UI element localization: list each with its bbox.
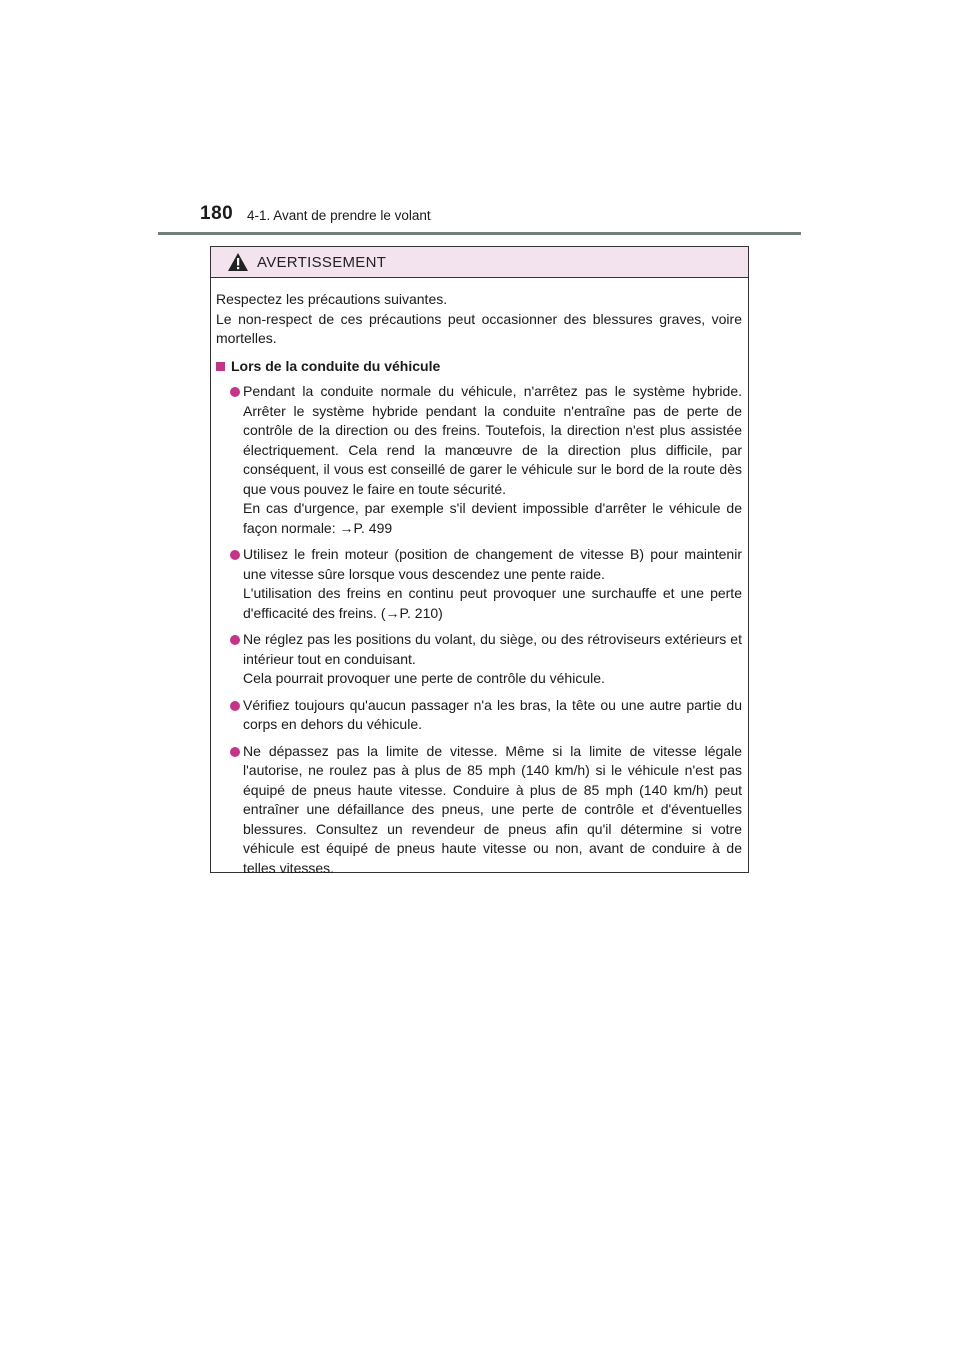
warning-header [211, 247, 748, 278]
list-item [216, 742, 742, 879]
bullet-extra-text: En cas d'urgence, par exemple s'il devient impossible d'arrêter le véhicule de façon normale: →P. 499 [243, 500, 742, 536]
intro-line-2: Le non-respect de ces précautions peut occasionner des blessures graves, voire mortelles. [216, 310, 742, 346]
intro-text [216, 290, 742, 349]
subsection-title: Lors de la conduite du véhicule [231, 357, 441, 374]
bullet-dot-icon [230, 387, 240, 397]
bullet-dot-icon [230, 747, 240, 757]
warning-title: AVERTISSEMENT [257, 253, 387, 271]
bullet-dot-icon [230, 701, 240, 711]
list-item [216, 545, 742, 623]
warning-box [210, 246, 749, 876]
bullet-dot-icon [230, 550, 240, 560]
list-item [216, 696, 742, 735]
header-rule [158, 232, 801, 235]
bullet-dot-icon [230, 635, 240, 645]
bullet-text: Ne dépassez pas la limite de vitesse. Même si la limite de vitesse légale l'autorise, ne roulez pas à plus de 85 mph (140 km/h) si le véhicule n'est pas équipé de pneus haute vitesse. Conduire à plus de 85 mph (140 km/h) peut entraîner une défaillance des pneus, une perte de contrôle et d'éventuelles blessures. Consultez un revendeur de pneus afin qu'il détermine si votre véhicule est équipé de pneus haute vitesse ou non, avant de conduire à de telles vitesses. [243, 742, 742, 876]
page-number: 180 [200, 203, 234, 224]
list-item [216, 382, 742, 538]
warning-triangle-icon [227, 252, 249, 272]
warning-body [211, 278, 748, 878]
section-title: 4-1. Avant de prendre le volant [247, 208, 431, 223]
subsection-heading [216, 357, 742, 377]
list-item [216, 630, 742, 689]
bullet-text: Ne réglez pas les positions du volant, du siège, ou des rétroviseurs extérieurs et intérieur tout en conduisant. [243, 631, 742, 667]
bullet-text: Pendant la conduite normale du véhicule, n'arrêtez pas le système hybride. Arrêter le système hybride pendant la conduite n'entraîne pas de perte de contrôle de la direction ou des freins. Toutefois, la direction n'est plus assistée électriquement. Cela rend la manœuvre de la direction plus difficile, par conséquent, il vous est conseillé de garer le véhicule sur le bord de la route dès que vous pouvez le faire en toute sécurité. [243, 383, 742, 497]
bullet-extra-text: Cela pourrait provoquer une perte de contrôle du véhicule. [243, 670, 605, 686]
bullet-text: Vérifiez toujours qu'aucun passager n'a les bras, la tête ou une autre partie du corps en dehors du véhicule. [243, 696, 742, 732]
intro-line-1: Respectez les précautions suivantes. [216, 291, 448, 307]
bullet-extra-text: L'utilisation des freins en continu peut provoquer une surchauffe et une perte d'efficacité des freins. (→P. 210) [243, 585, 742, 621]
bullet-text: Utilisez le frein moteur (position de changement de vitesse B) pour maintenir une vitesse sûre lorsque vous descendez une pente raide. [243, 546, 742, 582]
square-bullet-icon [216, 362, 225, 371]
